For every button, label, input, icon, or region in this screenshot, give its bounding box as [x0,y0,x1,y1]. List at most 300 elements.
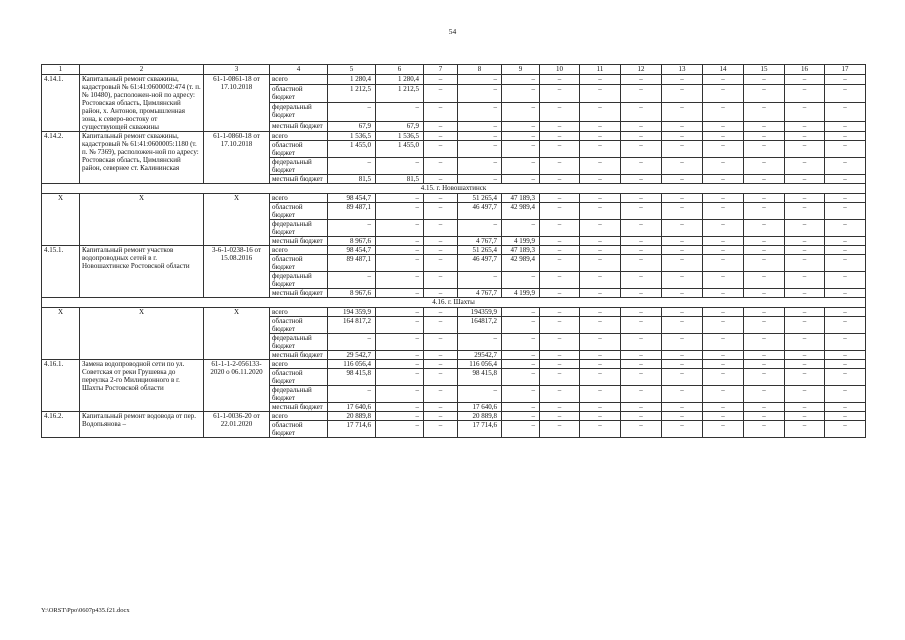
value-col7: – [424,75,458,85]
table-row [42,194,866,203]
value-col13: – [662,317,703,334]
value-col14: – [703,237,744,246]
value-col8: – [458,84,502,103]
column-number: 6 [376,65,424,75]
value-col13: – [662,272,703,289]
value-total: 89 487,1 [328,255,376,272]
funding-source-label: всего [270,412,328,421]
value-col16: – [785,84,825,103]
value-col8: 194359,9 [458,308,502,317]
value-col12: – [621,308,662,317]
value-col10: – [540,289,580,298]
column-number: 12 [621,65,662,75]
value-col16: – [785,289,825,298]
value-col10: – [540,194,580,203]
value-col11: – [580,369,621,386]
value-col12: – [621,175,662,184]
value-col11: – [580,103,621,122]
value-col10: – [540,421,580,438]
value-total: – [328,334,376,351]
funding-source-label: всего [270,132,328,141]
value-col13: – [662,158,703,175]
value-col8: – [458,272,502,289]
funding-source-label: областной бюджет [270,421,328,438]
value-col10: – [540,175,580,184]
value-total: – [328,220,376,237]
value-col10: – [540,75,580,85]
value-col9: – [502,421,540,438]
value-col7: – [424,272,458,289]
value-col9: 42 989,4 [502,203,540,220]
value-col8: – [458,386,502,403]
value-col11: – [580,175,621,184]
item-number: Х [42,194,80,246]
value-total: 67,9 [328,122,376,132]
value-col14: – [703,203,744,220]
value-col15: – [744,158,785,175]
value-total: 17 714,6 [328,421,376,438]
item-name: Х [80,194,204,246]
value-col12: – [621,103,662,122]
value-col17: – [825,421,866,438]
value-col9: – [502,403,540,412]
value-col12: – [621,289,662,298]
value-col15: – [744,351,785,360]
value-col9: – [502,75,540,85]
value-col6: – [376,421,424,438]
value-col16: – [785,175,825,184]
value-total: 29 542,7 [328,351,376,360]
value-col12: – [621,369,662,386]
budget-table [41,64,866,438]
value-col10: – [540,220,580,237]
value-col6: – [376,289,424,298]
value-col9: 47 189,3 [502,246,540,255]
value-col14: – [703,369,744,386]
value-col7: – [424,132,458,141]
value-col15: – [744,220,785,237]
value-col7: – [424,334,458,351]
value-col10: – [540,158,580,175]
value-col12: – [621,132,662,141]
value-col10: – [540,132,580,141]
funding-source-label: местный бюджет [270,175,328,184]
value-col13: – [662,351,703,360]
value-col10: – [540,255,580,272]
value-col17: – [825,412,866,421]
value-col16: – [785,75,825,85]
column-number: 1 [42,65,80,75]
value-total: – [328,386,376,403]
value-col13: – [662,237,703,246]
funding-source-label: федеральный бюджет [270,334,328,351]
value-col7: – [424,194,458,203]
value-col17: – [825,334,866,351]
value-col14: – [703,194,744,203]
value-total: 8 967,6 [328,237,376,246]
value-col17: – [825,308,866,317]
document-reference: Х [204,194,270,246]
value-col7: – [424,317,458,334]
value-col14: – [703,403,744,412]
funding-source-label: федеральный бюджет [270,386,328,403]
value-col14: – [703,255,744,272]
value-col14: – [703,334,744,351]
value-col8: – [458,122,502,132]
funding-source-label: местный бюджет [270,289,328,298]
value-col9: – [502,386,540,403]
value-col11: – [580,220,621,237]
value-col12: – [621,122,662,132]
value-col10: – [540,334,580,351]
value-col6: – [376,369,424,386]
value-col13: – [662,334,703,351]
funding-source-label: федеральный бюджет [270,272,328,289]
value-col8: – [458,103,502,122]
value-col16: – [785,412,825,421]
value-col14: – [703,308,744,317]
item-name: Капитальный ремонт водовода от пер. Водопьянова – [80,412,204,438]
value-col14: – [703,421,744,438]
section-heading-row [42,298,866,308]
value-col17: – [825,272,866,289]
value-col9: – [502,175,540,184]
value-col7: – [424,246,458,255]
value-col10: – [540,203,580,220]
value-total: – [328,272,376,289]
value-col15: – [744,75,785,85]
value-col10: – [540,360,580,369]
document-reference: 61-1-0036-20 от 22.01.2020 [204,412,270,438]
value-col8: – [458,132,502,141]
funding-source-label: всего [270,75,328,85]
value-col10: – [540,84,580,103]
value-col11: – [580,289,621,298]
value-col12: – [621,386,662,403]
value-col6: 1 212,5 [376,84,424,103]
column-number: 16 [785,65,825,75]
value-total: 164 817,2 [328,317,376,334]
table-row [42,308,866,317]
value-col10: – [540,122,580,132]
value-col13: – [662,203,703,220]
value-total: 20 889,8 [328,412,376,421]
value-col13: – [662,75,703,85]
value-col16: – [785,220,825,237]
value-col11: – [580,317,621,334]
value-col17: – [825,237,866,246]
funding-source-label: местный бюджет [270,403,328,412]
document-reference: 61-1-1-2-056133-2020 о 06.11.2020 [204,360,270,412]
column-number: 10 [540,65,580,75]
value-col15: – [744,84,785,103]
value-col15: – [744,334,785,351]
funding-source-label: областной бюджет [270,203,328,220]
value-col12: – [621,84,662,103]
value-col8: 46 497,7 [458,203,502,220]
value-col8: – [458,141,502,158]
value-total: 89 487,1 [328,203,376,220]
value-col7: – [424,175,458,184]
value-col13: – [662,103,703,122]
value-col8: 51 265,4 [458,194,502,203]
value-col10: – [540,386,580,403]
column-number: 7 [424,65,458,75]
value-total: 1 280,4 [328,75,376,85]
value-col9: – [502,334,540,351]
value-col7: – [424,158,458,175]
value-col9: – [502,132,540,141]
value-col17: – [825,141,866,158]
value-col17: – [825,255,866,272]
value-col8: 164817,2 [458,317,502,334]
value-col12: – [621,194,662,203]
value-col16: – [785,386,825,403]
value-col16: – [785,141,825,158]
value-col9: 4 199,9 [502,289,540,298]
value-col10: – [540,103,580,122]
value-col14: – [703,175,744,184]
table-row [42,75,866,85]
value-total: 1 455,0 [328,141,376,158]
value-col12: – [621,334,662,351]
value-total: 98 415,8 [328,369,376,386]
column-number: 3 [204,65,270,75]
value-col7: – [424,255,458,272]
value-col6: – [376,412,424,421]
value-col15: – [744,403,785,412]
funding-source-label: областной бюджет [270,141,328,158]
value-col11: – [580,360,621,369]
value-col9: – [502,308,540,317]
value-col7: – [424,122,458,132]
value-col17: – [825,403,866,412]
value-col6: – [376,351,424,360]
value-col17: – [825,351,866,360]
value-col13: – [662,132,703,141]
value-col15: – [744,132,785,141]
item-number: Х [42,308,80,360]
value-col16: – [785,360,825,369]
value-col8: 4 767,7 [458,289,502,298]
value-total: 81,5 [328,175,376,184]
value-col11: – [580,272,621,289]
value-col8: 20 889,8 [458,412,502,421]
value-col6: – [376,334,424,351]
value-col6: – [376,403,424,412]
value-col15: – [744,317,785,334]
funding-source-label: областной бюджет [270,255,328,272]
funding-source-label: областной бюджет [270,84,328,103]
item-number: 4.16.2. [42,412,80,438]
value-col17: – [825,246,866,255]
value-col14: – [703,220,744,237]
value-col6: – [376,360,424,369]
value-col13: – [662,255,703,272]
item-name: Х [80,308,204,360]
value-col8: 17 640,6 [458,403,502,412]
value-total: 98 454,7 [328,194,376,203]
item-number: 4.14.2. [42,132,80,184]
value-col17: – [825,175,866,184]
header-row [42,65,866,75]
item-number: 4.14.1. [42,75,80,132]
value-col17: – [825,132,866,141]
value-col13: – [662,175,703,184]
value-col6: 1 536,5 [376,132,424,141]
value-col13: – [662,412,703,421]
value-col6: – [376,317,424,334]
value-col11: – [580,421,621,438]
value-col8: 116 056,4 [458,360,502,369]
value-col10: – [540,369,580,386]
value-col12: – [621,75,662,85]
value-col17: – [825,369,866,386]
value-col17: – [825,386,866,403]
value-col15: – [744,308,785,317]
value-col11: – [580,403,621,412]
value-col6: – [376,308,424,317]
value-col14: – [703,351,744,360]
value-col14: – [703,132,744,141]
value-col9: – [502,369,540,386]
value-col10: – [540,317,580,334]
value-col8: – [458,220,502,237]
value-col11: – [580,75,621,85]
value-col12: – [621,220,662,237]
funding-source-label: всего [270,360,328,369]
value-col11: – [580,255,621,272]
value-col9: – [502,351,540,360]
value-col11: – [580,237,621,246]
value-col17: – [825,317,866,334]
value-col6: – [376,255,424,272]
table-row [42,360,866,369]
value-col16: – [785,237,825,246]
value-col8: 29542,7 [458,351,502,360]
value-col14: – [703,412,744,421]
value-col7: – [424,141,458,158]
value-col6: – [376,194,424,203]
value-col10: – [540,351,580,360]
value-col12: – [621,412,662,421]
value-col8: – [458,75,502,85]
value-col15: – [744,175,785,184]
value-col10: – [540,403,580,412]
value-col7: – [424,351,458,360]
value-total: 116 056,4 [328,360,376,369]
value-col12: – [621,272,662,289]
value-col13: – [662,246,703,255]
value-col9: 4 199,9 [502,237,540,246]
value-col11: – [580,308,621,317]
value-col8: 98 415,8 [458,369,502,386]
column-number: 9 [502,65,540,75]
value-col15: – [744,103,785,122]
value-col13: – [662,122,703,132]
value-col6: 1 455,0 [376,141,424,158]
value-col11: – [580,334,621,351]
value-col14: – [703,122,744,132]
value-col11: – [580,84,621,103]
value-col9: – [502,272,540,289]
value-col17: – [825,194,866,203]
funding-source-label: местный бюджет [270,122,328,132]
column-number: 17 [825,65,866,75]
value-total: 194 359,9 [328,308,376,317]
value-total: 17 640,6 [328,403,376,412]
value-col12: – [621,403,662,412]
value-col11: – [580,386,621,403]
value-col15: – [744,386,785,403]
value-col11: – [580,246,621,255]
value-col17: – [825,158,866,175]
value-col8: 4 767,7 [458,237,502,246]
value-col7: – [424,403,458,412]
value-col14: – [703,317,744,334]
value-col16: – [785,103,825,122]
value-col6: 67,9 [376,122,424,132]
value-col15: – [744,412,785,421]
funding-source-label: федеральный бюджет [270,220,328,237]
value-col9: – [502,158,540,175]
item-number: 4.15.1. [42,246,80,298]
value-total: 1 212,5 [328,84,376,103]
document-reference: 61-1-0861-18 от 17.10.2018 [204,75,270,132]
item-name: Замена водопроводной сети по ул. Советская от реки Грушевка до переулка 2-го Милиционного в г. Шахты Ростовской области [80,360,204,412]
value-col12: – [621,237,662,246]
value-col7: – [424,103,458,122]
column-number: 14 [703,65,744,75]
value-col11: – [580,132,621,141]
value-col13: – [662,369,703,386]
value-col7: – [424,369,458,386]
value-col15: – [744,141,785,158]
value-col16: – [785,351,825,360]
value-col17: – [825,360,866,369]
table-row [42,412,866,421]
value-col7: – [424,220,458,237]
value-col7: – [424,421,458,438]
value-col14: – [703,386,744,403]
value-col12: – [621,158,662,175]
funding-source-label: федеральный бюджет [270,158,328,175]
value-col14: – [703,75,744,85]
value-col13: – [662,403,703,412]
column-number: 8 [458,65,502,75]
value-col8: – [458,334,502,351]
value-col6: – [376,158,424,175]
page-number: 54 [448,27,457,36]
value-col14: – [703,103,744,122]
value-col12: – [621,246,662,255]
section-title: 4.16. г. Шахты [42,298,866,308]
value-col10: – [540,412,580,421]
value-col15: – [744,194,785,203]
file-path-footer: Y:\ORST\Ppo\0607p435.f21.docx [41,607,130,614]
value-col16: – [785,308,825,317]
value-col6: – [376,272,424,289]
value-col11: – [580,158,621,175]
value-col7: – [424,386,458,403]
value-col14: – [703,84,744,103]
value-col15: – [744,272,785,289]
value-col8: – [458,175,502,184]
value-col16: – [785,272,825,289]
value-col15: – [744,246,785,255]
value-col9: 42 989,4 [502,255,540,272]
value-col13: – [662,386,703,403]
